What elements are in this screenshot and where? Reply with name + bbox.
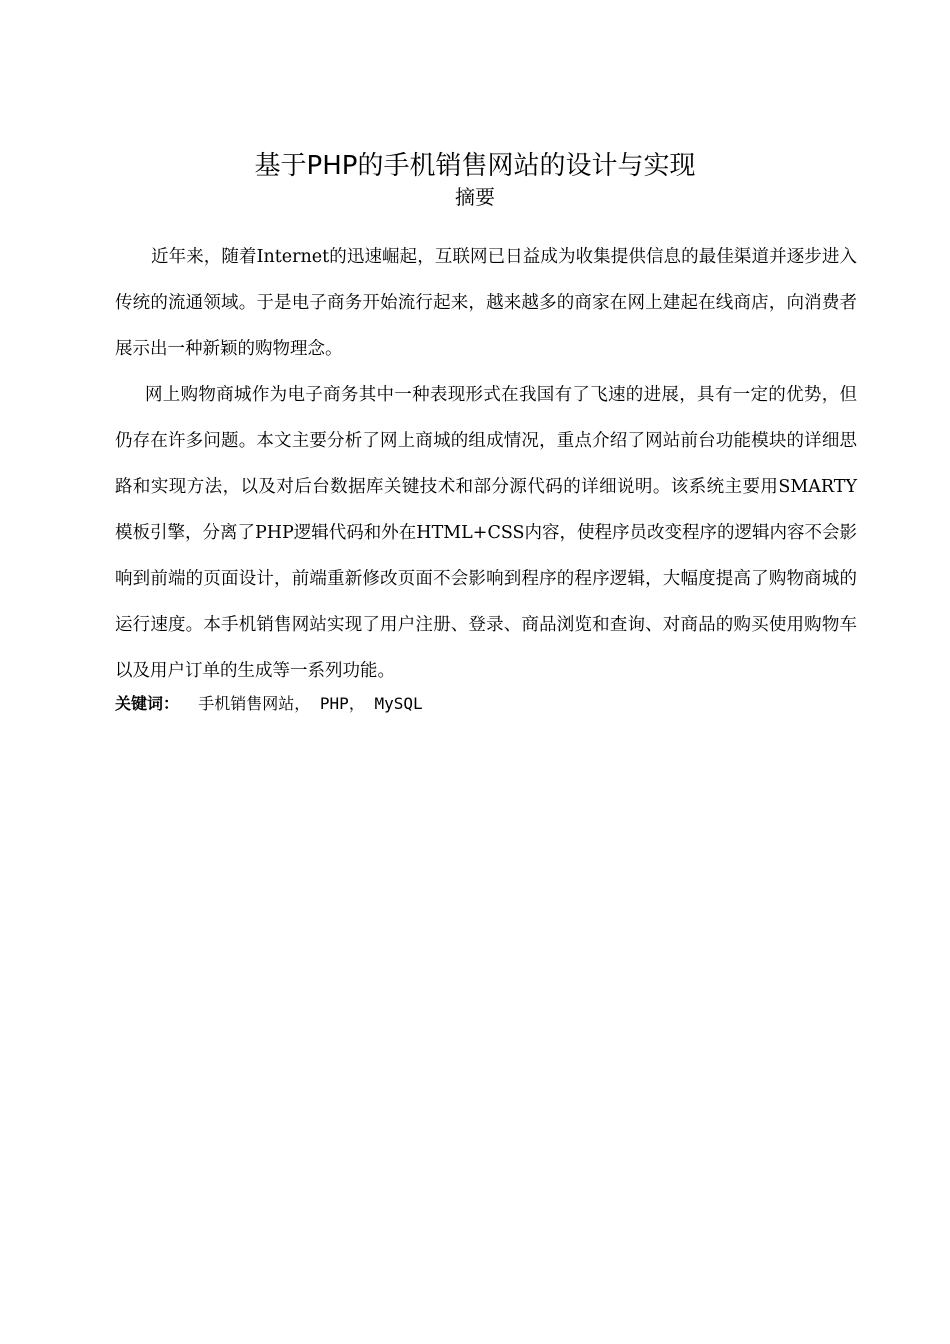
keywords-line: [115, 692, 423, 717]
abstract-paragraph-2: 网上购物商城作为电子商务其中一种表现形式在我国有了飞速的进展，具有一定的优势，但仍存在许多问题。本文主要分析了网上商城的组成情况，重点介绍了网站前台功能模块的详细思路和实现方法，以及对后台数据库关键技术和部分源代码的详细说明。该系统主要用SMARTY模板引擎，分离了PHP逻辑代码和外在HTML+CSS内容，使程序员改变程序的逻辑内容不会影响到前端的页面设计，前端重新修改页面不会影响到程序的程序逻辑，大幅度提高了购物商城的运行速度。本手机销售网站实现了用户注册、登录、商品浏览和查询、对商品的购买使用购物车以及用户订单的生成等一系列功能。: [115, 385, 858, 681]
document-title: 基于PHP的手机销售网站的设计与实现: [254, 151, 696, 181]
keywords-label: 关键词：: [115, 694, 180, 713]
abstract-paragraph-1: 近年来，随着Internet的迅速崛起，互联网已日益成为收集提供信息的最佳渠道并逐步进入传统的流通领域。于是电子商务开始流行起来，越来越多的商家在网上建起在线商店，向消费者展示出一种新颖的购物理念。: [115, 247, 857, 359]
abstract-heading: 摘要: [455, 185, 495, 209]
keywords-values: 手机销售网站， PHP， MySQL: [179, 694, 423, 713]
